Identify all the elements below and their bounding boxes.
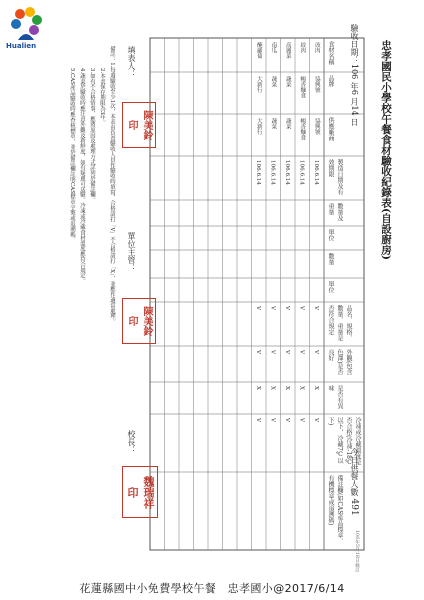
date-month: 6	[350, 89, 359, 95]
cell-odor: X	[283, 386, 290, 390]
header-food-name: 食材名稱	[327, 41, 334, 65]
cell-spec: V	[269, 306, 276, 311]
header-brand: 品牌	[327, 75, 334, 87]
month-label: 月	[350, 97, 359, 106]
cell-spec: V	[312, 306, 319, 311]
cell-spec: V	[283, 306, 290, 311]
diners-value: 491	[349, 498, 359, 516]
cell-date: 106.6.14	[298, 160, 305, 185]
cell-name: 絞肉	[299, 42, 306, 54]
cell-odor: X	[269, 386, 276, 390]
cell-brand: 蔬菜	[270, 76, 277, 88]
cell-name: 豉肉	[313, 42, 320, 54]
cell-date: 106.6.14	[269, 160, 276, 185]
principal-stamp: 魏瑞祥 印	[122, 466, 158, 518]
cell-supplier: 大新行	[255, 118, 262, 135]
header-order-qty: 數量及重量	[327, 203, 343, 221]
cell-name: 高麗菜	[284, 42, 291, 59]
cell-brand: 蔬菜	[284, 76, 291, 88]
inspection-form	[58, 10, 404, 573]
cell-appearance: V	[269, 350, 276, 355]
cell-supplier: 協興號	[313, 118, 320, 135]
day-label: 日	[350, 118, 359, 127]
inspector-label: 填表人：	[127, 46, 136, 78]
cell-date: 106.6.14	[254, 160, 261, 185]
note-line: 4.蔬菜於驗收時應注意外觀及新鮮度，如有疑慮可送驗。冷凍或冷藏食材溫度應符合規定。	[79, 68, 85, 284]
inspection-date	[349, 24, 360, 126]
cell-temperature: V	[254, 418, 261, 423]
photo-caption: 花蓮縣國中小免費學校午餐 忠孝國小@2017/6/14	[79, 582, 345, 595]
cell-appearance: V	[283, 350, 290, 355]
date-year: 106	[350, 64, 359, 80]
header-spec: 品名、規格、數量、重量是否符合規定	[327, 305, 352, 341]
cell-appearance: V	[312, 350, 319, 355]
cell-supplier: 蔬菜	[270, 118, 277, 130]
cell-temperature: V	[283, 418, 290, 423]
header-appearance: 外觀(包含色澤)是否良好	[327, 349, 352, 376]
diners-label: 今日供餐人數	[350, 448, 359, 496]
header-notes: 備註欄(如CAS產品標章、有機標章或追溯碼)	[327, 475, 343, 545]
cell-temperature: V	[312, 418, 319, 423]
unit-head-label: 單位主管：	[127, 232, 136, 272]
date-prefix: 驗收日期：	[350, 24, 359, 64]
cell-supplier: 蔬菜	[284, 118, 291, 130]
date-day: 14	[350, 105, 359, 116]
cell-odor: X	[298, 386, 305, 390]
cell-odor: X	[254, 386, 261, 390]
cell-name: 醃蘿蔔	[255, 42, 262, 59]
inspector-stamp: 陳美鈴 印	[122, 102, 156, 148]
cell-spec: V	[254, 306, 261, 311]
cell-brand: 暢香麵食	[299, 76, 306, 99]
header-supplier: 供應廠商	[327, 117, 334, 141]
header-delivered-unit: 單位	[327, 281, 334, 293]
header-odor: 是否有異味	[327, 385, 343, 409]
header-temperature: 冷凍或冷藏溫度是否合格(冷凍-18℃以下，冷藏7℃以下)	[327, 417, 361, 467]
cell-temperature: V	[298, 418, 305, 423]
cell-appearance: V	[254, 350, 261, 355]
cell-brand: 大新行	[255, 76, 262, 93]
print-note: 106年5月18日修訂	[354, 530, 359, 573]
header-order-unit: 單位	[327, 229, 334, 241]
cell-date: 106.6.14	[312, 160, 319, 185]
form-title: 忠孝國民小學校午餐食材驗收紀錄表(自設廚房)	[380, 40, 392, 260]
cell-spec: V	[298, 306, 305, 311]
cell-odor: X	[312, 386, 319, 390]
header-mfg-date: 製造日期及有效期限	[327, 159, 343, 195]
cell-name: 南瓜	[270, 42, 277, 54]
cell-appearance: V	[298, 350, 305, 355]
cell-date: 106.6.14	[283, 160, 290, 185]
note-line: 2.本表保存期限為3年。	[99, 68, 105, 126]
note-line: 備註：1.每週驗收至少1次，本表由負責驗收人員作驗收時填寫，合格請打「V」不合格請打「X」，並應作適當處理。	[109, 46, 115, 325]
header-delivered-qty: 數量	[327, 253, 334, 265]
unit-head-stamp: 陳美鈴 印	[122, 298, 156, 344]
note-line: 5.CAS產品驗收時應查核標章，並於備註欄註明CAS標章字號或追溯碼。	[69, 68, 75, 243]
logo-text: Hualien	[6, 42, 37, 50]
cell-temperature: V	[269, 418, 276, 423]
cell-supplier: 暢香麵食	[299, 118, 306, 141]
note-line: 3.如有不合格情事，應將原因及處理方式詳列於備註欄。	[89, 68, 95, 203]
cell-brand: 協興號	[313, 76, 320, 93]
principal-label: 校長：	[127, 430, 136, 454]
year-label: 年	[350, 81, 359, 90]
